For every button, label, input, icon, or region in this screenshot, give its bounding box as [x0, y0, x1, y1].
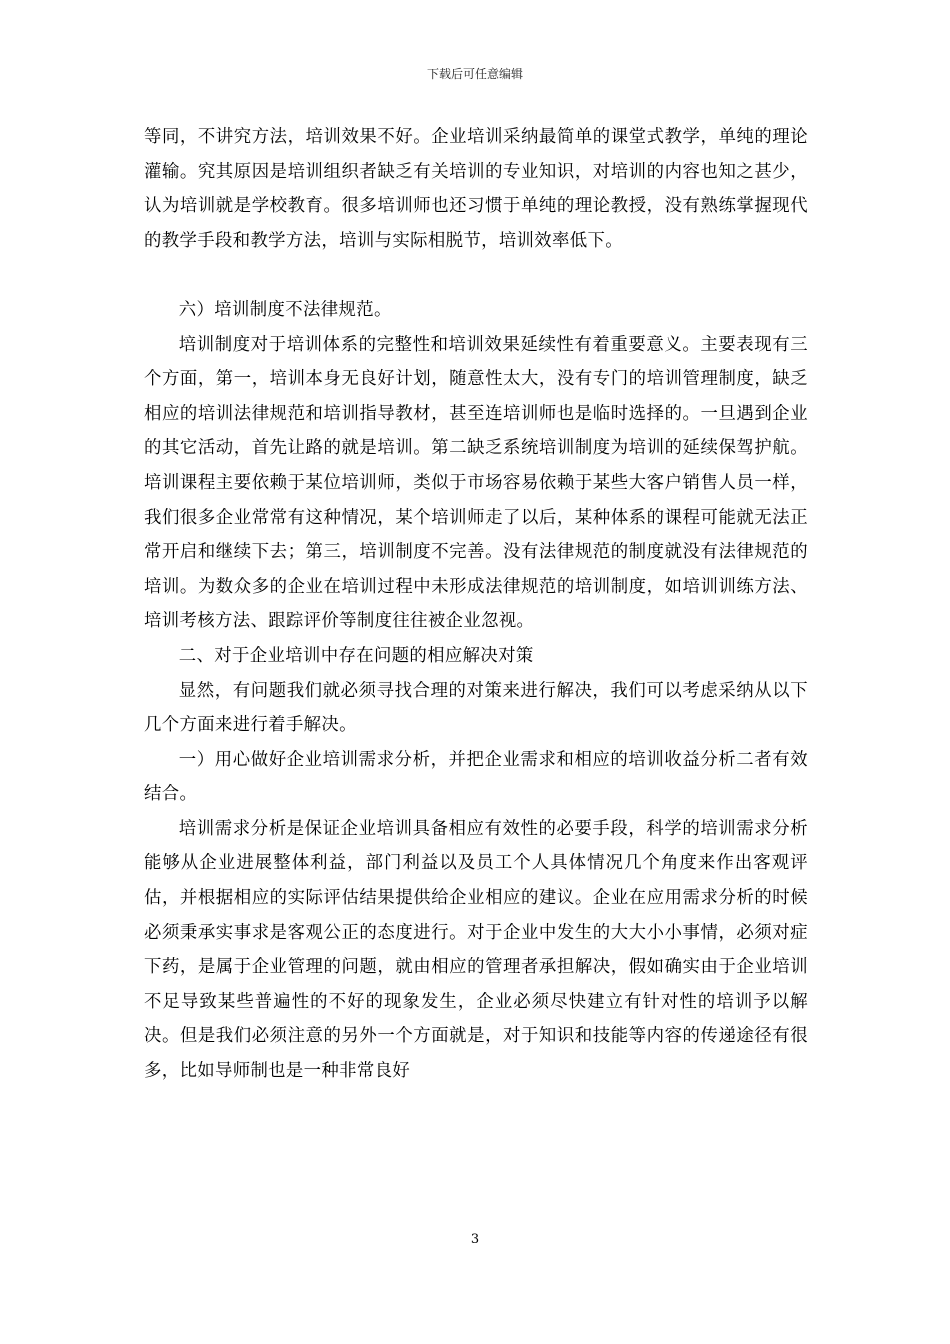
paragraph-gap — [144, 258, 808, 293]
section-heading-two: 二、对于企业培训中存在问题的相应解决对策 — [178, 645, 534, 666]
page-header: 下载后可任意编辑 — [426, 67, 523, 81]
paragraph-training-system: 培训制度对于培训体系的完整性和培训效果延续性有着重要意义。主要表现有三个方面，第一，培训本身无良好计划，随意性太大，没有专门的培训管理制度，缺乏相应的培训法律规范和培训指导教材，甚至连培训师也是临时选择的。一旦遇到企业的其它活动，首先让路的就是培训。第二缺乏系统培训制度为培训的延续保驾护航。培训课程主要依赖于某位培训师，类似于市场容易依赖于某些大客户销售人员一样，我们很多企业常常有这种情况，某个培训师走了以后，某种体系的课程可能就无法正常开启和继续下去；第三，培训制度不完善。没有法律规范的制度就没有法律规范的培训。为数众多的企业在培训过程中未形成法律规范的培训制度，如培训训练方法、培训考核方法、跟踪评价等制度往往被企业忽视。 — [144, 334, 808, 632]
paragraph-solutions-intro: 显然，有问题我们就必须寻找合理的对策来进行解决，我们可以考虑采纳从以下几个方面来进行着手解决。 — [144, 680, 808, 736]
page-number: 3 — [470, 1232, 480, 1247]
subsection-heading-one: 一）用心做好企业培训需求分析，并把企业需求和相应的培训收益分析二者有效结合。 — [144, 749, 808, 805]
paragraph-needs-analysis: 培训需求分析是保证企业培训具备相应有效性的必要手段，科学的培训需求分析能够从企业进展整体利益，部门利益以及员工个人具体情况几个角度来作出客观评估，并根据相应的实际评估结果提供给企业相应的建议。企业在应用需求分析的时候必须秉承实事求是客观公正的态度进行。对于企业中发生的大大小小事情，必须对症下药，是属于企业管理的问题，就由相应的管理者承担解决，假如确实由于企业培训不足导致某些普遍性的不好的现象发生，企业必须尽快建立有针对性的培训予以解决。但是我们必须注意的另外一个方面就是，对于知识和技能等内容的传递途径有很多，比如导师制也是一种非常良好 — [144, 818, 808, 1082]
section-heading-six: 六）培训制度不法律规范。 — [178, 299, 392, 320]
document-body — [144, 120, 808, 1089]
paragraph-continued: 等同，不讲究方法，培训效果不好。企业培训采纳最简单的课堂式教学，单纯的理论灌输。究其原因是培训组织者缺乏有关培训的专业知识，对培训的内容也知之甚少，认为培训就是学校教育。很多培训师也还习惯于单纯的理论教授，没有熟练掌握现代的教学手段和教学方法，培训与实际相脱节，培训效率低下。 — [144, 127, 808, 251]
